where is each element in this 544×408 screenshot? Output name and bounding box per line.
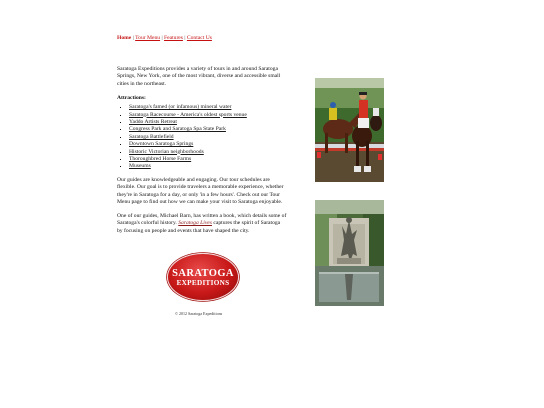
horse-racing-photo <box>315 78 384 182</box>
statue-fountain-image <box>315 200 384 306</box>
logo-line-1: SARATOGA <box>172 267 234 279</box>
attraction-link[interactable]: Congress Park and Saratoga Spa State Park <box>129 126 226 133</box>
book-text-before: One of our guides, Michael Barn, has written a book, which details some of Saratoga's colorful history. <box>117 212 287 227</box>
book-paragraph <box>117 213 287 235</box>
nav-separator: | <box>132 35 134 41</box>
attraction-link[interactable]: Historic Victorian neighborhoods <box>129 148 204 155</box>
attraction-link[interactable]: Yaddo Artists Retreat <box>129 118 177 125</box>
attraction-link[interactable]: Museums <box>129 163 151 170</box>
list-item <box>129 141 287 148</box>
nav-home-current: Home <box>117 35 132 41</box>
attractions-list <box>117 104 287 171</box>
attraction-link[interactable]: Saratoga Battlefield <box>129 133 174 140</box>
list-item <box>129 163 287 170</box>
nav-separator: | <box>161 35 163 41</box>
attraction-link[interactable]: Saratoga Racecourse - America's oldest sports venue <box>129 111 247 118</box>
statue-fountain-photo <box>315 200 384 306</box>
book-text-after: captures the spirit of Saratoga by focusing on people and events that have shaped the city. <box>117 220 281 234</box>
saratoga-expeditions-logo <box>167 253 239 301</box>
main-content <box>117 66 287 242</box>
intro-paragraph: Saratoga Expeditions provides a variety of tours in and around Saratoga Springs, New York, one of the most vibrant, diverse and accessible small cities in the northeast. <box>117 66 281 87</box>
footer-copyright: © 2012 Saratoga Expeditions <box>175 311 223 316</box>
top-nav <box>117 34 317 42</box>
attraction-link[interactable]: Saratoga's famed (or infamous) mineral water <box>129 104 232 111</box>
nav-link-contact-us[interactable]: Contact Us <box>186 35 212 41</box>
nav-link-features[interactable]: Features <box>164 35 183 41</box>
list-item <box>129 156 287 163</box>
nav-separator: | <box>184 35 186 41</box>
nav-link-tour-menu[interactable]: Tour Menu <box>135 35 161 41</box>
logo-line-2: EXPEDITIONS <box>176 278 230 287</box>
attraction-link[interactable]: Thoroughbred Horse Farms <box>129 155 192 162</box>
list-item <box>129 149 287 156</box>
list-item <box>129 119 287 126</box>
attractions-heading: Attractions: <box>117 94 146 101</box>
list-item <box>129 104 287 111</box>
book-title-link[interactable]: Saratoga Lives <box>178 220 212 227</box>
attraction-link[interactable]: Downtown Saratoga Springs <box>129 141 194 148</box>
list-item <box>129 126 287 133</box>
guides-paragraph: Our guides are knowledgeable and engaging. Our tour schedules are flexible. Our goal is to provide travelers a memorable experience, whether they're in Saratoga for a day, or only 'in a few hours'. Check out our Tour Menu page to find out how we can make your visit to Saratoga enjoyable. <box>117 176 284 205</box>
list-item <box>129 112 287 119</box>
horse-racing-image <box>315 78 384 182</box>
list-item <box>129 134 287 141</box>
